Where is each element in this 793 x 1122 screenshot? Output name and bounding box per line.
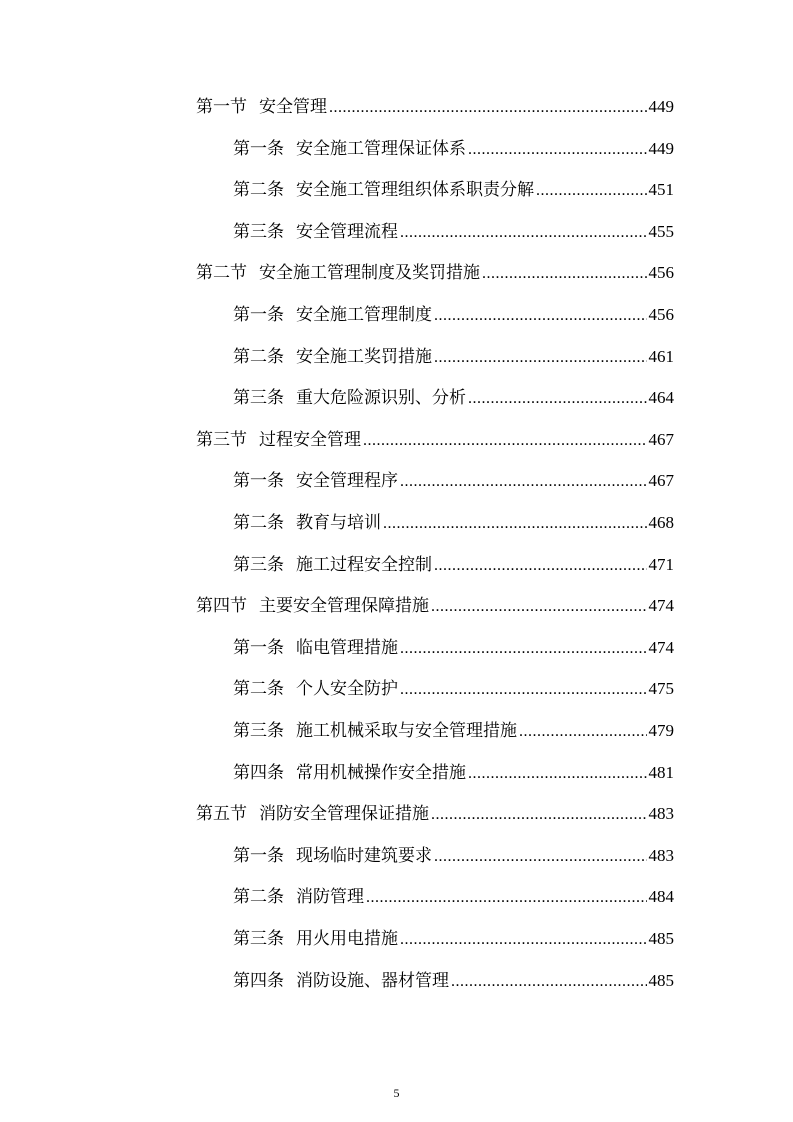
toc-article-entry[interactable] xyxy=(233,462,674,492)
toc-entry-title: 主要安全管理保障措施 xyxy=(259,596,429,617)
toc-entry-page: 451 xyxy=(648,180,674,200)
toc-entry-number: 第一条 xyxy=(233,138,284,159)
toc-entry-title: 临电管理措施 xyxy=(296,637,398,658)
toc-dot-leader xyxy=(400,639,647,659)
toc-dot-leader xyxy=(434,556,647,576)
toc-article-entry[interactable] xyxy=(233,920,674,950)
toc-entry-number: 第一条 xyxy=(233,305,284,325)
toc-entry-title: 安全施工管理保证体系 xyxy=(296,138,466,159)
toc-entry-page: 479 xyxy=(648,721,674,740)
toc-dot-leader xyxy=(468,389,647,409)
toc-entry-page: 471 xyxy=(648,554,674,574)
toc-article-entry[interactable] xyxy=(233,171,674,201)
toc-entry-title: 施工过程安全控制 xyxy=(296,554,432,575)
toc-entry-page: 449 xyxy=(648,97,674,116)
toc-article-entry[interactable] xyxy=(233,130,674,160)
toc-entry-number: 第五节 xyxy=(196,804,247,825)
toc-entry-number: 第三条 xyxy=(233,221,284,242)
toc-entry-number: 第三条 xyxy=(233,929,284,949)
toc-article-entry[interactable] xyxy=(233,712,674,742)
toc-section-entry[interactable] xyxy=(196,88,674,118)
toc-article-entry[interactable] xyxy=(233,962,674,992)
toc-entry-number: 第四条 xyxy=(233,762,284,783)
toc-entry-number: 第三条 xyxy=(233,554,284,575)
toc-entry-title: 安全管理流程 xyxy=(296,221,398,242)
toc-section-entry[interactable] xyxy=(196,254,674,284)
toc-entry-number: 第一条 xyxy=(233,845,284,866)
toc-entry-number: 第二条 xyxy=(233,513,284,533)
toc-entry-title: 安全施工管理组织体系职责分解 xyxy=(296,180,534,201)
toc-section-entry[interactable] xyxy=(196,587,674,617)
toc-entry-page: 474 xyxy=(648,596,674,616)
toc-entry-title: 用火用电措施 xyxy=(296,929,398,949)
toc-entry-title: 过程安全管理 xyxy=(259,429,361,450)
toc-entry-title: 安全管理 xyxy=(259,97,327,117)
toc-entry-number: 第四条 xyxy=(233,970,284,991)
toc-dot-leader xyxy=(400,472,647,492)
toc-dot-leader xyxy=(400,930,647,950)
toc-entry-number: 第二节 xyxy=(196,263,247,284)
toc-entry-number: 第二条 xyxy=(233,679,284,700)
toc-entry-title: 消防安全管理保证措施 xyxy=(259,804,429,825)
toc-entry-title: 消防设施、器材管理 xyxy=(296,970,449,991)
toc-entry-number: 第一节 xyxy=(196,97,247,117)
toc-entry-page: 485 xyxy=(648,929,674,948)
toc-section-entry[interactable] xyxy=(196,421,674,451)
toc-entry-page: 475 xyxy=(648,679,674,699)
toc-entry-title: 安全施工管理制度及奖罚措施 xyxy=(259,263,480,284)
toc-entry-page: 474 xyxy=(648,637,674,657)
toc-entry-page: 456 xyxy=(648,263,674,283)
toc-entry-number: 第二条 xyxy=(233,346,284,367)
toc-entry-number: 第三条 xyxy=(233,721,284,741)
toc-dot-leader xyxy=(468,764,647,784)
toc-entry-number: 第一条 xyxy=(233,471,284,492)
toc-entry-title: 施工机械采取与安全管理措施 xyxy=(296,721,517,741)
toc-entry-number: 第二条 xyxy=(233,887,284,908)
toc-article-entry[interactable] xyxy=(233,878,674,908)
toc-dot-leader xyxy=(400,223,647,243)
toc-entry-title: 安全管理程序 xyxy=(296,471,398,492)
toc-dot-leader xyxy=(536,181,647,201)
toc-article-entry[interactable] xyxy=(233,379,674,409)
toc-entry-page: 481 xyxy=(648,762,674,782)
toc-dot-leader xyxy=(431,805,647,825)
toc-entry-number: 第三条 xyxy=(233,388,284,409)
toc-dot-leader xyxy=(329,98,647,118)
toc-entry-title: 消防管理 xyxy=(296,887,364,908)
toc-entry-page: 464 xyxy=(648,388,674,408)
toc-entry-title: 常用机械操作安全措施 xyxy=(296,762,466,783)
toc-dot-leader xyxy=(431,597,647,617)
toc-dot-leader xyxy=(400,680,647,700)
toc-dot-leader xyxy=(363,431,647,451)
toc-entry-title: 教育与培训 xyxy=(296,513,381,533)
toc-entry-page: 456 xyxy=(648,305,674,324)
toc-dot-leader xyxy=(434,306,647,326)
toc-dot-leader xyxy=(383,514,647,534)
toc-entry-page: 467 xyxy=(648,471,674,491)
toc-entry-title: 安全施工奖罚措施 xyxy=(296,346,432,367)
toc-entry-number: 第三节 xyxy=(196,429,247,450)
toc-dot-leader xyxy=(482,264,647,284)
toc-entry-page: 455 xyxy=(648,221,674,241)
toc-dot-leader xyxy=(434,348,647,368)
toc-entry-page: 468 xyxy=(648,513,674,532)
toc-entry-page: 483 xyxy=(648,804,674,824)
toc-entry-title: 安全施工管理制度 xyxy=(296,305,432,325)
toc-section-entry[interactable] xyxy=(196,795,674,825)
toc-entry-page: 483 xyxy=(648,845,674,865)
toc-article-entry[interactable] xyxy=(233,546,674,576)
toc-entry-page: 485 xyxy=(648,970,674,990)
toc-entry-page: 484 xyxy=(648,887,674,907)
toc-article-entry[interactable] xyxy=(233,837,674,867)
toc-article-entry[interactable] xyxy=(233,504,674,534)
toc-entry-number: 第四节 xyxy=(196,596,247,617)
page-number: 5 xyxy=(393,1086,400,1100)
toc-dot-leader xyxy=(434,847,647,867)
toc-entry-page: 461 xyxy=(648,346,674,366)
toc-entry-page: 449 xyxy=(648,138,674,158)
toc-entry-title: 个人安全防护 xyxy=(296,679,398,700)
toc-article-entry[interactable] xyxy=(233,213,674,243)
toc-dot-leader xyxy=(468,140,647,160)
toc-dot-leader xyxy=(519,722,647,742)
toc-article-entry[interactable] xyxy=(233,296,674,326)
toc-article-entry[interactable] xyxy=(233,629,674,659)
toc-dot-leader xyxy=(451,972,647,992)
toc-dot-leader xyxy=(366,888,647,908)
toc-entry-number: 第一条 xyxy=(233,637,284,658)
toc-entry-title: 现场临时建筑要求 xyxy=(296,845,432,866)
toc-entry-title: 重大危险源识别、分析 xyxy=(296,388,466,409)
toc-article-entry[interactable] xyxy=(233,670,674,700)
toc-entry-page: 467 xyxy=(648,429,674,449)
toc-article-entry[interactable] xyxy=(233,754,674,784)
toc-article-entry[interactable] xyxy=(233,338,674,368)
toc-entry-number: 第二条 xyxy=(233,180,284,201)
